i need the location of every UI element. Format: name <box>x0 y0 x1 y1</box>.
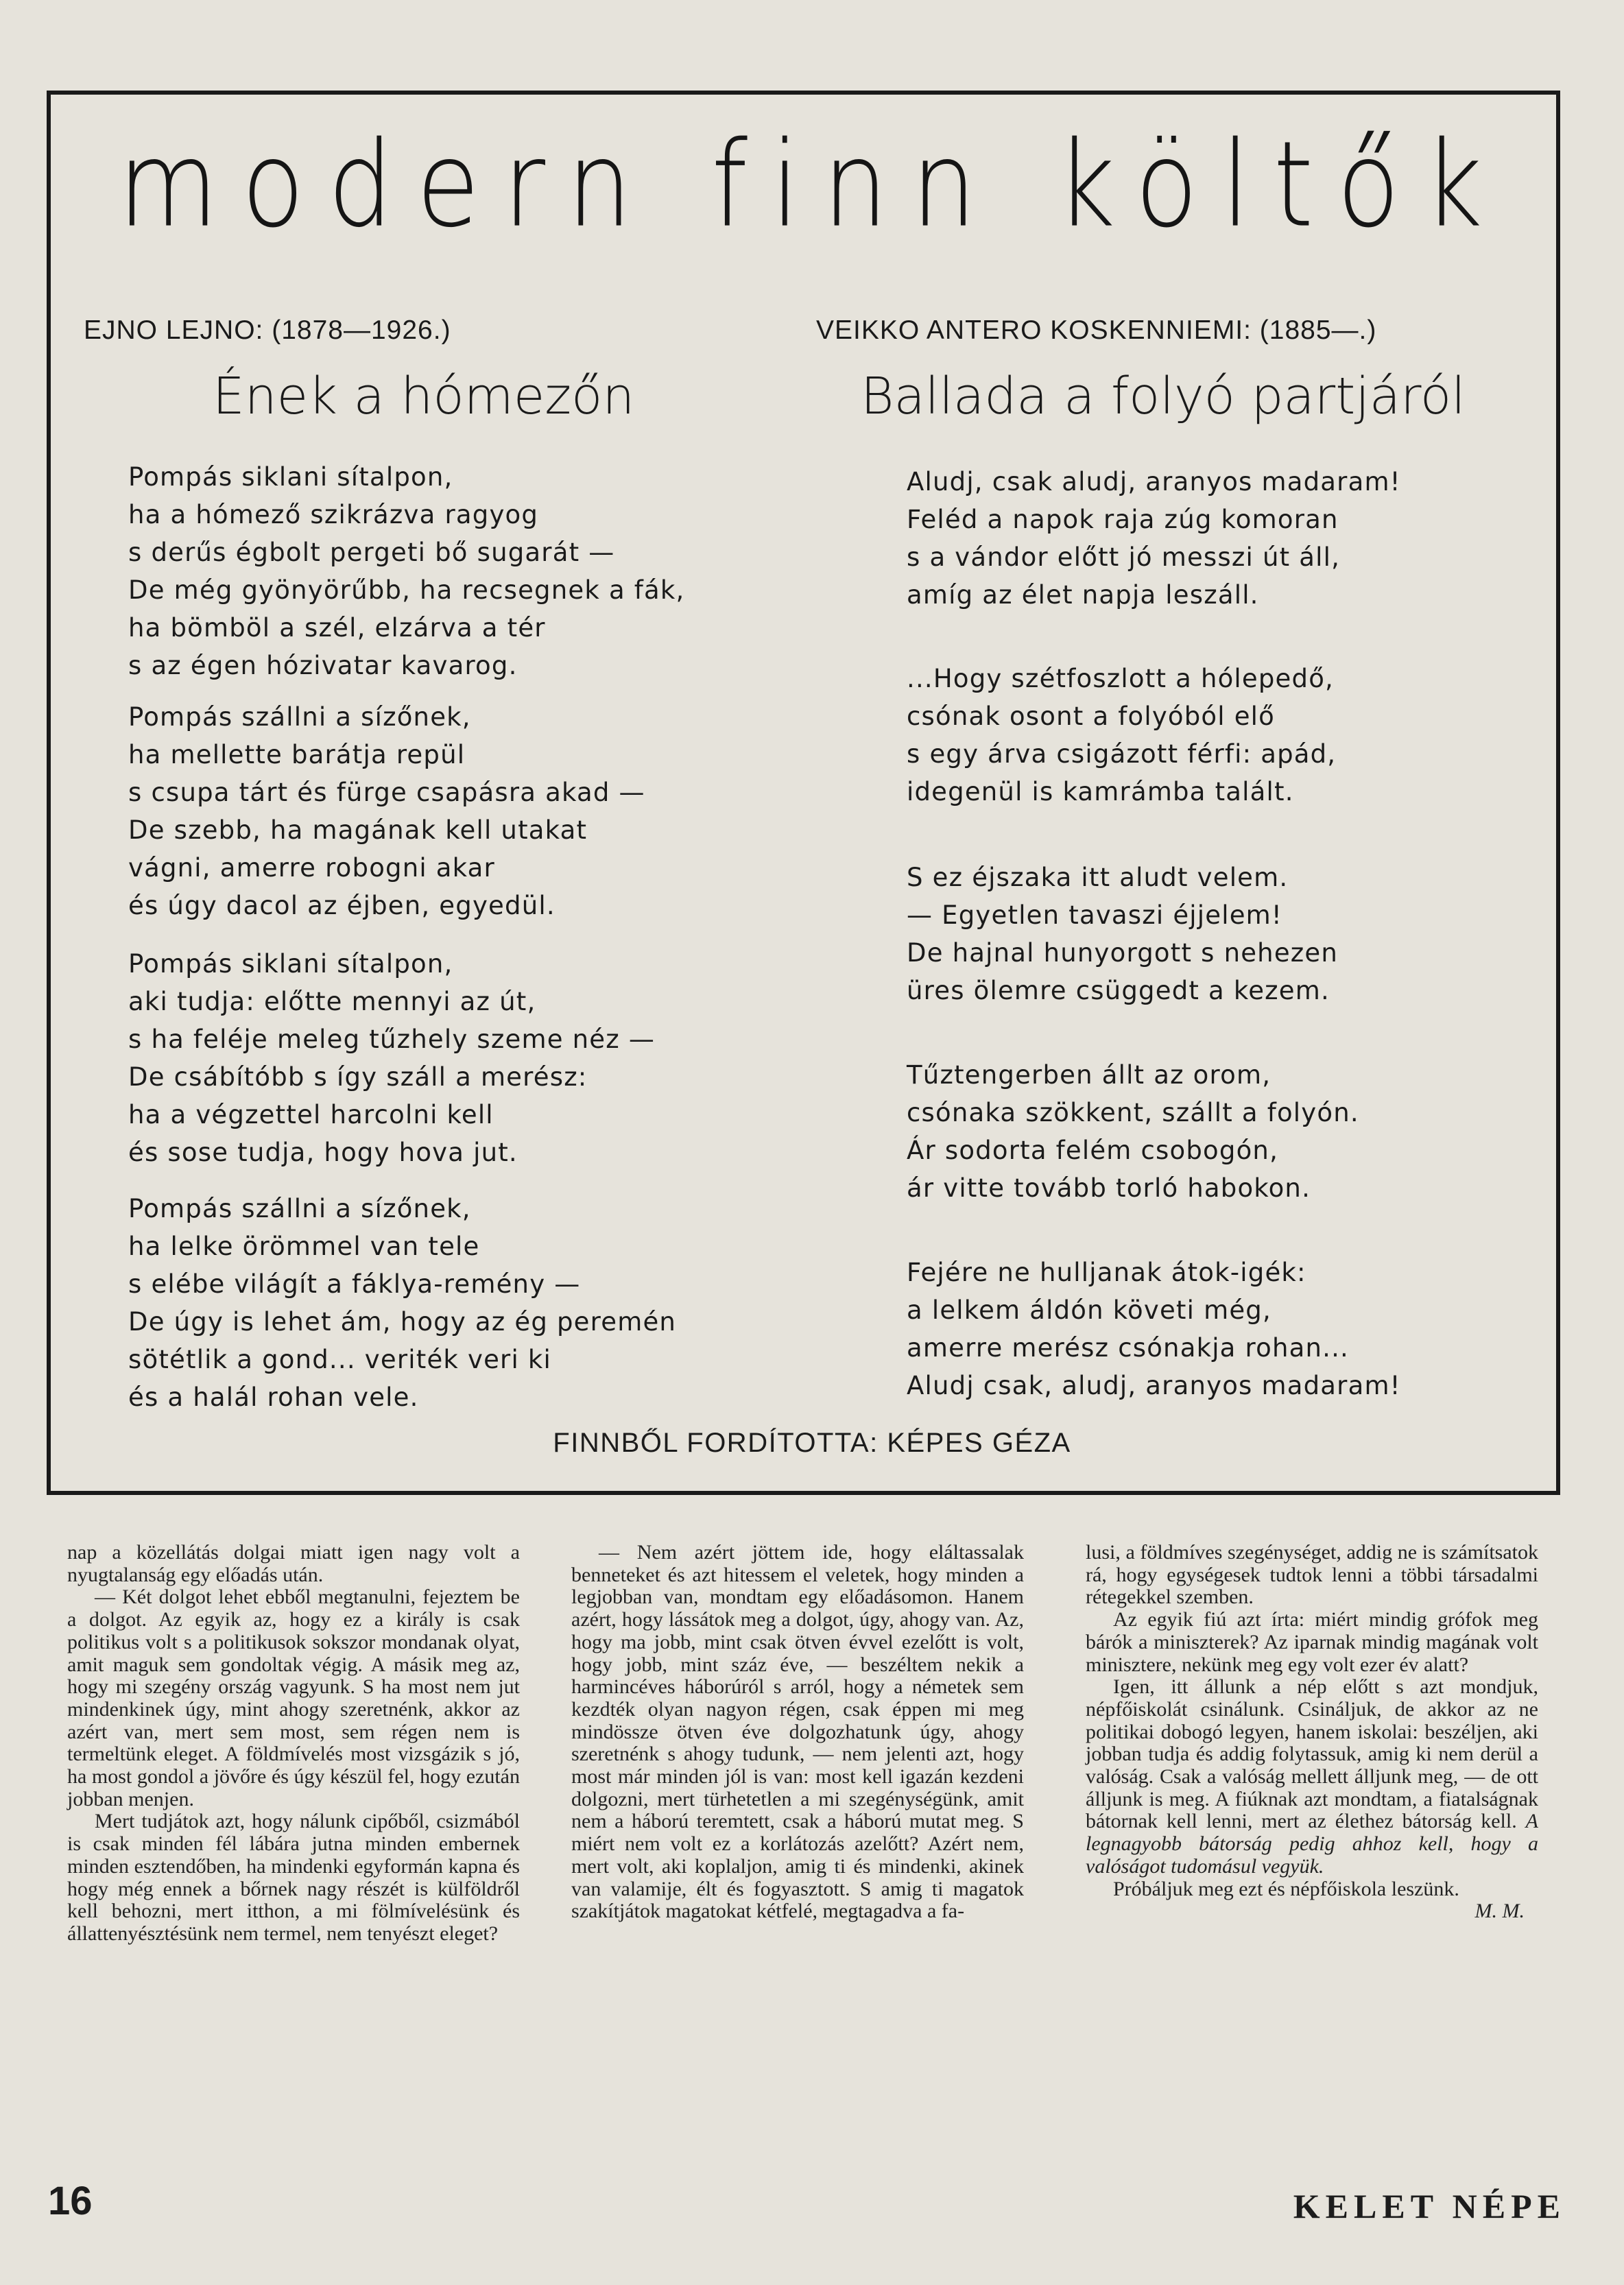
verse-line: s ha feléje meleg tűzhely szeme néz — <box>128 1025 656 1054</box>
paragraph: Mert tudjátok azt, hogy nálunk cipőből, csizmából is csak minden fél lábára jutna minden embernek minden esztendőben, ha mindenki egyformán kapna és hogy még ennek a bőrnek nagy részét is külföldről kell behozni, mert itthon, a mi fölmívelésünk és állattenyésztésünk nem termel, nem tenyészt eleget? <box>67 1810 520 1945</box>
verse-line: ha bömböl a szél, elzárva a tér <box>128 613 546 643</box>
verse-line: s csupa tárt és fürge csapásra akad — <box>128 778 645 807</box>
right-poet-name: VEIKKO ANTERO KOSKENNIEMI: (1885—.) <box>816 315 1377 345</box>
verse-line: sötétlik a gond... veriték veri ki <box>128 1345 552 1374</box>
verse-line: De még gyönyörűbb, ha recsegnek a fák, <box>128 575 685 605</box>
left-stanza <box>128 945 655 1171</box>
right-stanza <box>907 660 1336 811</box>
verse-line: ha a végzettel harcolni kell <box>128 1100 494 1129</box>
magazine-name: KELET NÉPE <box>1293 2187 1566 2225</box>
paragraph <box>1086 1676 1538 1878</box>
verse-line: vágni, amerre robogni akar <box>128 853 495 883</box>
paragraph-text: Próbáljuk meg ezt és népfőiskola leszünk. <box>1113 1877 1459 1900</box>
verse-line: amíg az élet napja leszáll. <box>907 580 1259 610</box>
verse-line: amerre merész csónakja rohan... <box>907 1333 1350 1363</box>
verse-line: Tűztengerben állt az orom, <box>907 1060 1271 1090</box>
right-stanza <box>907 1056 1359 1207</box>
right-stanza <box>907 859 1338 1009</box>
verse-line: Pompás szállni a sízőnek, <box>128 1194 471 1223</box>
verse-line: és sose tudja, hogy hova jut. <box>128 1138 518 1167</box>
article-column-3 <box>1086 1542 1538 1923</box>
paragraph <box>1086 1877 1538 1923</box>
paragraph: — Nem azért jöttem ide, hogy eláltassalak benneteket és azt hitessem el veletek, hogy minden a legjobban van, mondtam egy előadásomon. Hanem azért, hogy lássátok meg a dolgot, úgy, ahogy van. Az, hogy ma jobb, mint csak ötven évvel ezelőtt is volt, hogy jobb, mint száz éve, — beszéltem nekik a harmincéves háborúról s arról, hogy a németek sem kezdték olyan nagyon régen, csak éppen mi meg mindössze ötven éve dolgozhatunk úgy, ahogy szeretnénk s ahogy tudunk, — nem jelenti azt, hogy most már minden jól is van: most kell igazán kezdeni dolgozni, mert türhetetlen a mi szegénységünk, amit nem a háború teremtett, csak a háború mutat meg. S miért nem volt ez a korlátozás azelőtt? Azért nem, mert volt, aki koplaljon, amig ti és mindenki, akinek van valamije, élt és fogyasztott. S amig ti magatok szakítjátok magatokat kétfelé, megtagadva a fa- <box>571 1541 1024 1923</box>
verse-line: s a vándor előtt jó messzi út áll, <box>907 542 1341 572</box>
verse-line: ha lelke örömmel van tele <box>128 1232 480 1261</box>
verse-line: és a halál rohan vele. <box>128 1383 419 1412</box>
left-stanza <box>128 1190 676 1416</box>
verse-line: s egy árva csigázott férfi: apád, <box>907 739 1337 769</box>
right-stanza <box>907 1254 1401 1404</box>
verse-line: De szebb, ha magának kell utakat <box>128 815 588 845</box>
verse-line: Ár sodorta felém csobogón, <box>907 1136 1279 1165</box>
verse-line: Feléd a napok raja zúg komoran <box>907 505 1339 534</box>
article-column-2 <box>571 1542 1024 1923</box>
left-poet-name: EJNO LEJNO: (1878—1926.) <box>84 315 451 345</box>
paragraph-text: Igen, itt állunk a nép előtt s azt mondjuk, népfőiskolát csinálunk. Csináljuk, de akkor az ne politikai dobogó legyen, hanem iskolai: beszéljen, aki jobban tudja és addig folytassuk, amig ki nem derül a valóság. Csak a valóság mellett álljunk meg, — de ott álljunk is meg. A fiúknak azt mondtam, a fiatalságnak bátornak kell lenni, mert az élethez bátorság kell. <box>1086 1675 1538 1833</box>
verse-line: ha a hómező szikrázva ragyog <box>128 500 539 529</box>
verse-line: ...Hogy szétfoszlott a hólepedő, <box>907 664 1335 693</box>
verse-line: De csábítóbb s így száll a merész: <box>128 1062 588 1092</box>
verse-line: üres ölemre csüggedt a kezem. <box>907 976 1330 1005</box>
verse-line: Pompás szállni a sízőnek, <box>128 702 471 732</box>
verse-line: s elébe világít a fáklya-remény — <box>128 1269 581 1299</box>
right-stanza <box>907 463 1401 614</box>
verse-line: csónak osont a folyóból elő <box>907 702 1275 731</box>
verse-line: S ez éjszaka itt aludt velem. <box>907 863 1289 892</box>
verse-line: De hajnal hunyorgott s nehezen <box>907 938 1339 968</box>
article-column-1 <box>67 1542 520 1946</box>
verse-line: ár vitte tovább torló habokon. <box>907 1173 1311 1203</box>
paragraph: nap a közellátás dolgai miatt igen nagy volt a nyugtalanság egy előadás után. <box>67 1541 520 1586</box>
paragraph: — Két dolgot lehet ebből megtanulni, fejeztem be a dolgot. Az egyik az, hogy ez a király is csak politikus volt s a politikusok sokszor mondanak olyat, amit maguk sem gondoltak végig. A másik meg az, hogy mi szegény ország vagyunk. S ha most nem jut mindenkinek úgy, mint ahogy szeretnénk, akkor az azért van, mert sem most, sem régen nem is termeltünk eleget. A földmívelés most vizsgázik s jó, ha most gondol a jövőre és úgy készül fel, hogy ezután jobban menjen. <box>67 1586 520 1810</box>
verse-line: — Egyetlen tavaszi éjjelem! <box>907 900 1282 930</box>
verse-line: idegenül is kamrámba talált. <box>907 777 1294 806</box>
verse-line: a lelkem áldón követi még, <box>907 1295 1271 1325</box>
paragraph: lusi, a földmíves szegénységet, addig ne is számítsatok rá, hogy egységesek tudtok lenni a többi társadalmi rétegekkel szemben. <box>1086 1541 1538 1609</box>
author-signature: M. M. <box>1474 1900 1525 1923</box>
paragraph: Az egyik fiú azt írta: miért mindig grófok meg bárók a miniszterek? Az iparnak mindig magának volt minisztere, nekünk meg egy volt ezer év alatt? <box>1086 1608 1538 1676</box>
verse-line: ha mellette barátja repül <box>128 740 466 769</box>
verse-line: Fejére ne hulljanak átok-igék: <box>907 1258 1306 1287</box>
verse-line: Pompás siklani sítalpon, <box>128 462 453 492</box>
italic-text: A legnagyobb bátorság pedig ahhoz kell, hogy a valóságot tudomásul vegyük. <box>1086 1810 1538 1878</box>
verse-line: és úgy dacol az éjben, egyedül. <box>128 891 556 920</box>
left-stanza <box>128 458 684 684</box>
verse-line: csónaka szökkent, szállt a folyón. <box>907 1098 1359 1127</box>
verse-line: s az égen hózivatar kavarog. <box>128 651 518 680</box>
translator-credit: FINNBŐL FORDÍTOTTA: KÉPES GÉZA <box>553 1428 1071 1458</box>
page-number: 16 <box>48 2179 93 2223</box>
verse-line: De úgy is lehet ám, hogy az ég peremén <box>128 1307 677 1337</box>
verse-line: s derűs égbolt pergeti bő sugarát — <box>128 538 615 567</box>
page-title: modern finn költők <box>118 116 1506 254</box>
verse-line: Aludj csak, aludj, aranyos madaram! <box>907 1371 1401 1400</box>
left-stanza <box>128 698 645 924</box>
verse-line: Aludj, csak aludj, aranyos madaram! <box>907 467 1401 497</box>
left-poem-title: Ének a hómezőn <box>213 367 635 426</box>
verse-line: Pompás siklani sítalpon, <box>128 949 453 979</box>
right-poem-title: Ballada a folyó partjáról <box>861 367 1466 426</box>
verse-line: aki tudja: előtte mennyi az út, <box>128 987 536 1016</box>
